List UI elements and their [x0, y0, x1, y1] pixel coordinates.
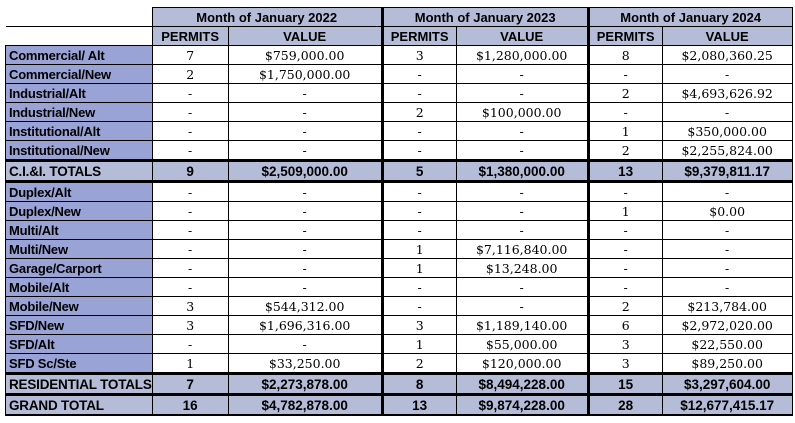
table-row [6, 202, 793, 221]
corner-cell [6, 27, 153, 46]
period-header-row [6, 8, 793, 27]
value-cell: $350,000.00 [662, 122, 792, 141]
table-row [6, 84, 793, 103]
permits-cell: 9 [152, 161, 228, 182]
value-cell: $4,782,878.00 [228, 395, 382, 416]
permits-cell: 2 [588, 84, 662, 103]
value-header: VALUE [456, 27, 588, 46]
permits-cell: - [152, 103, 228, 122]
value-cell: - [662, 240, 792, 259]
value-cell: - [228, 240, 382, 259]
value-cell: $1,696,316.00 [228, 316, 382, 335]
value-cell: - [456, 278, 588, 297]
value-cell: - [662, 221, 792, 240]
permits-cell: 3 [588, 354, 662, 374]
table-row [6, 221, 793, 240]
permits-cell: - [152, 221, 228, 240]
permits-cell: 1 [382, 335, 456, 354]
permits-cell: - [588, 240, 662, 259]
value-header: VALUE [662, 27, 792, 46]
value-cell: $2,972,020.00 [662, 316, 792, 335]
value-cell: $33,250.00 [228, 354, 382, 374]
permits-cell: 3 [382, 46, 456, 65]
permits-cell: - [588, 221, 662, 240]
value-cell: $1,280,000.00 [456, 46, 588, 65]
row-label: Institutional/New [6, 141, 153, 161]
permits-cell: 8 [588, 46, 662, 65]
value-cell: - [662, 182, 792, 202]
value-cell: $89,250.00 [662, 354, 792, 374]
value-cell: $213,784.00 [662, 297, 792, 316]
permits-cell: 13 [588, 161, 662, 182]
permits-cell: - [382, 182, 456, 202]
value-header: VALUE [228, 27, 382, 46]
table-row [6, 316, 793, 335]
table-row [6, 141, 793, 161]
value-cell: $13,248.00 [456, 259, 588, 278]
value-cell: $7,116,840.00 [456, 240, 588, 259]
value-cell: - [662, 259, 792, 278]
table-row [6, 122, 793, 141]
row-label: RESIDENTIAL TOTALS [6, 374, 153, 395]
table-row [6, 103, 793, 122]
value-cell: - [228, 122, 382, 141]
value-cell: $12,677,415.17 [662, 395, 792, 416]
permits-cell: 3 [152, 316, 228, 335]
permits-header: PERMITS [382, 27, 456, 46]
permits-cell: - [152, 259, 228, 278]
permits-table [5, 7, 793, 416]
row-label: Multi/Alt [6, 221, 153, 240]
permits-cell: 3 [588, 335, 662, 354]
row-label: Industrial/Alt [6, 84, 153, 103]
row-label: Mobile/New [6, 297, 153, 316]
table-body [6, 46, 793, 416]
row-label: Commercial/ Alt [6, 46, 153, 65]
permits-cell: 13 [382, 395, 456, 416]
row-label: Duplex/Alt [6, 182, 153, 202]
value-cell: - [228, 259, 382, 278]
value-cell: - [228, 103, 382, 122]
permits-cell: - [382, 202, 456, 221]
value-cell: $55,000.00 [456, 335, 588, 354]
row-label: SFD Sc/Ste [6, 354, 153, 374]
value-cell: $2,255,824.00 [662, 141, 792, 161]
permits-cell: 15 [588, 374, 662, 395]
value-cell: $1,750,000.00 [228, 65, 382, 84]
permits-cell: - [382, 65, 456, 84]
permits-cell: - [152, 335, 228, 354]
value-cell: - [228, 335, 382, 354]
row-label: SFD/New [6, 316, 153, 335]
permits-cell: - [152, 202, 228, 221]
permits-cell: 2 [588, 297, 662, 316]
permits-header: PERMITS [152, 27, 228, 46]
row-label: SFD/Alt [6, 335, 153, 354]
value-cell: - [456, 84, 588, 103]
permits-cell: 3 [382, 316, 456, 335]
value-cell: - [228, 278, 382, 297]
permits-cell: - [382, 122, 456, 141]
permits-cell: - [588, 278, 662, 297]
value-cell: $8,494,228.00 [456, 374, 588, 395]
period-2024-header: Month of January 2024 [588, 8, 792, 27]
row-label: Industrial/New [6, 103, 153, 122]
permits-cell: - [152, 182, 228, 202]
value-cell: - [456, 297, 588, 316]
permits-cell: 1 [588, 202, 662, 221]
permits-cell: - [588, 182, 662, 202]
permits-cell: - [382, 278, 456, 297]
value-cell: - [228, 221, 382, 240]
table-row [6, 335, 793, 354]
value-cell: - [228, 202, 382, 221]
permits-cell: - [152, 240, 228, 259]
value-cell: - [456, 141, 588, 161]
row-label: Duplex/New [6, 202, 153, 221]
period-2023-header: Month of January 2023 [382, 8, 588, 27]
permits-cell: - [588, 259, 662, 278]
period-2022-header: Month of January 2022 [152, 8, 382, 27]
permits-cell: - [382, 297, 456, 316]
value-cell: - [456, 65, 588, 84]
totals-row [6, 374, 793, 395]
permits-cell: - [382, 221, 456, 240]
value-cell: - [228, 182, 382, 202]
row-label: GRAND TOTAL [6, 395, 153, 416]
value-cell: $22,550.00 [662, 335, 792, 354]
permits-cell: 2 [152, 65, 228, 84]
permits-cell: 3 [152, 297, 228, 316]
permits-cell: - [152, 122, 228, 141]
value-cell: $4,693,626.92 [662, 84, 792, 103]
row-label: Garage/Carport [6, 259, 153, 278]
permits-cell: 2 [382, 354, 456, 374]
value-cell: $2,273,878.00 [228, 374, 382, 395]
permits-cell: - [588, 65, 662, 84]
table-row [6, 278, 793, 297]
permits-cell: 2 [588, 141, 662, 161]
value-cell: $100,000.00 [456, 103, 588, 122]
permits-cell: 7 [152, 46, 228, 65]
permits-cell: - [588, 103, 662, 122]
permits-header: PERMITS [588, 27, 662, 46]
totals-row [6, 161, 793, 182]
corner-cell [6, 8, 153, 27]
table-row [6, 297, 793, 316]
value-cell: $0.00 [662, 202, 792, 221]
permits-cell: - [152, 278, 228, 297]
row-label: Institutional/Alt [6, 122, 153, 141]
permits-cell: 2 [382, 103, 456, 122]
value-cell: $544,312.00 [228, 297, 382, 316]
value-cell: $3,297,604.00 [662, 374, 792, 395]
value-cell: $1,380,000.00 [456, 161, 588, 182]
permits-cell: 1 [382, 240, 456, 259]
permits-cell: 1 [588, 122, 662, 141]
permits-cell: - [152, 84, 228, 103]
permits-cell: - [152, 141, 228, 161]
value-cell: - [456, 122, 588, 141]
table-row [6, 354, 793, 374]
permits-cell: 8 [382, 374, 456, 395]
permits-cell: 1 [382, 259, 456, 278]
permits-cell: 28 [588, 395, 662, 416]
value-cell: $759,000.00 [228, 46, 382, 65]
value-cell: $9,874,228.00 [456, 395, 588, 416]
permits-cell: 5 [382, 161, 456, 182]
permits-cell: 1 [152, 354, 228, 374]
value-cell: - [228, 84, 382, 103]
permits-cell: 6 [588, 316, 662, 335]
value-cell: $1,189,140.00 [456, 316, 588, 335]
value-cell: $9,379,811.17 [662, 161, 792, 182]
value-cell: - [456, 221, 588, 240]
row-label: Mobile/Alt [6, 278, 153, 297]
table-row [6, 182, 793, 202]
row-label: Commercial/New [6, 65, 153, 84]
grand-total-row [6, 395, 793, 416]
column-header-row [6, 27, 793, 46]
value-cell: - [662, 65, 792, 84]
permits-cell: 16 [152, 395, 228, 416]
row-label: Multi/New [6, 240, 153, 259]
table-row [6, 65, 793, 84]
row-label: C.I.&I. TOTALS [6, 161, 153, 182]
value-cell: $120,000.00 [456, 354, 588, 374]
table-row [6, 46, 793, 65]
table-row [6, 259, 793, 278]
permits-cell: - [382, 141, 456, 161]
value-cell: - [662, 278, 792, 297]
value-cell: - [456, 182, 588, 202]
permits-cell: 7 [152, 374, 228, 395]
value-cell: $2,509,000.00 [228, 161, 382, 182]
permits-cell: - [382, 84, 456, 103]
value-cell: - [662, 103, 792, 122]
value-cell: - [228, 141, 382, 161]
table-row [6, 240, 793, 259]
value-cell: - [456, 202, 588, 221]
value-cell: $2,080,360.25 [662, 46, 792, 65]
